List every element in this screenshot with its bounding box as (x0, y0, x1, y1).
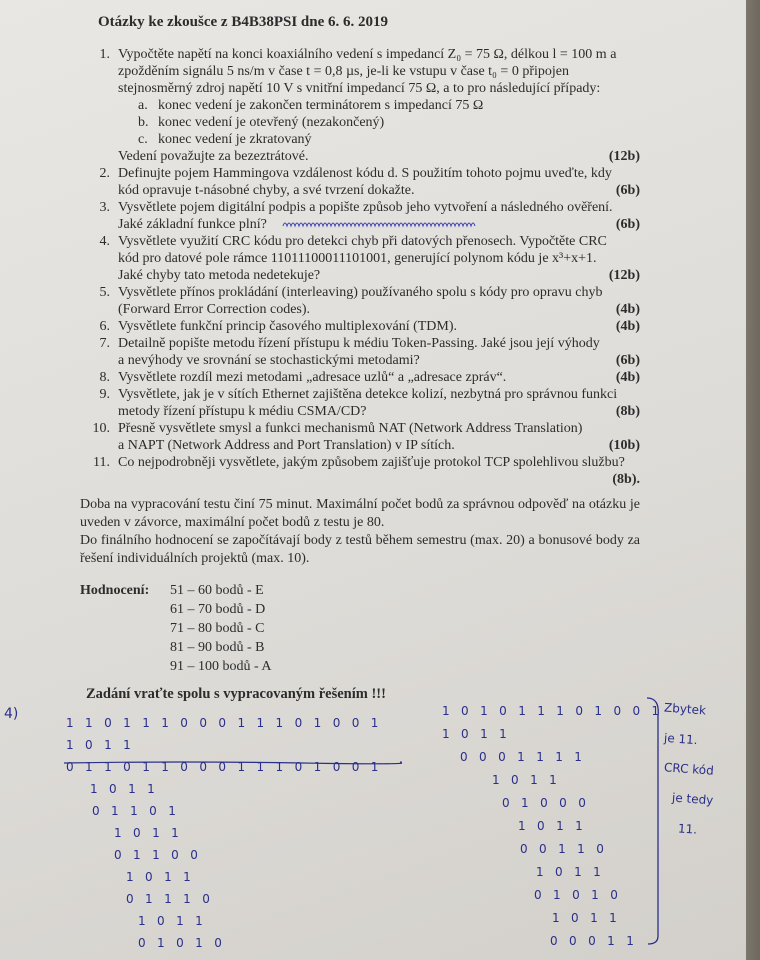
question-4-line (80, 233, 640, 250)
subitem-letter: c. (138, 132, 148, 147)
question-1-line (80, 46, 640, 63)
question-7-last-line (80, 352, 640, 369)
question-text: Vysvětlete přínos prokládání (interleaving) používaného spolu s kódy pro opravu chyb (118, 285, 603, 300)
handwritten-note-line: Zbytek (663, 700, 707, 718)
question-1-line (80, 63, 640, 80)
question-number: 4. (99, 234, 110, 249)
question-9-last-line (80, 403, 640, 420)
subitem-letter: b. (138, 115, 149, 130)
question-11-last-line (80, 471, 640, 488)
question-number (80, 80, 118, 97)
question-text: Vysvětlete rozdíl mezi metodami „adresace uzlů“ a „adresace zpráv“. (118, 370, 507, 385)
handwritten-calc-line: 1 0 1 1 (138, 914, 207, 928)
question-points: (12b) (608, 268, 640, 283)
question-1-line (80, 80, 640, 97)
handwritten-calc-line: 0 1 1 0 1 1 0 0 0 1 1 1 0 1 0 0 1 (66, 760, 383, 774)
exam-title: Otázky ke zkoušce z B4B38PSI dne 6. 6. 2019 (98, 14, 389, 30)
question-4-last-line (80, 267, 640, 284)
instructions-paragraph-2: Do finálního hodnocení se započítávají body z testů během semestru (max. 20) a bonusové body za řešení individuálních projektů (max. 10). (80, 533, 640, 566)
question-number (80, 301, 118, 318)
question-9-line (80, 386, 640, 403)
question-number: 10. (92, 421, 110, 436)
question-points: (10b) (608, 438, 640, 453)
subitem-letter: a. (138, 98, 148, 113)
handwritten-note-line: je 11. (663, 730, 699, 748)
instructions-paragraph-1: Doba na vypracování testu činí 75 minut. Maximální počet bodů za správnou odpověď na otázku je uveden v závorce, maximální počet bodů z testu je 80. (80, 497, 640, 530)
subitem-text: konec vedení je otevřený (nezakončený) (158, 115, 385, 130)
question-number (80, 182, 118, 199)
handwritten-calc-line: 1 0 1 1 (126, 870, 195, 884)
handwritten-calc-line: 0 0 0 1 1 (550, 934, 638, 948)
handwritten-calc-line: 1 0 1 1 (536, 865, 605, 879)
question-points: (6b) (615, 353, 640, 368)
grading-label: Hodnocení: (80, 583, 150, 598)
question-text: Vypočtěte napětí na konci koaxiálního vedení s impedancí Z₀ = 75 Ω, délkou l = 100 m a (118, 47, 617, 62)
question-text: kód opravuje t-násobné chyby, a své tvrzení dokažte. (118, 183, 415, 198)
question-number: 5. (99, 285, 110, 300)
handwritten-calc-line: 0 1 0 1 0 (534, 888, 622, 902)
question-number: 3. (99, 200, 110, 215)
question-points: (8b) (615, 404, 640, 419)
question-points: (6b) (615, 217, 640, 232)
question-7-line (80, 335, 640, 352)
question-text: Přesně vysvětlete smysl a funkci mechanismů NAT (Network Address Translation) (118, 421, 583, 436)
handwritten-calc-line: 1 0 1 1 (90, 782, 159, 796)
question-number: 2. (99, 166, 110, 181)
question-subitem (80, 131, 640, 148)
grade-row-c: 71 – 80 bodů - C (170, 621, 265, 636)
question-text: Co nejpodrobněji vysvětlete, jakým způsobem zajišťuje protokol TCP spolehlivou službu? (118, 455, 625, 470)
handwritten-calc-line: 0 0 1 1 0 (520, 842, 608, 856)
handwritten-calc-line: 1 0 1 1 (552, 911, 621, 925)
subitem-text: konec vedení je zakončen terminátorem s impedancí 75 Ω (158, 98, 484, 113)
question-points: (12b) (608, 149, 640, 164)
table-surface (746, 0, 760, 960)
grade-row-b: 81 – 90 bodů - B (170, 640, 265, 655)
question-10-last-line (80, 437, 640, 454)
question-text: a NAPT (Network Address and Port Translation) v IP sítích. (118, 438, 455, 453)
handwritten-calc-line: 1 0 1 1 (492, 773, 561, 787)
question-number: 1. (99, 47, 110, 62)
handwritten-calc-line: 0 1 0 0 0 (502, 796, 590, 810)
question-number (80, 63, 118, 80)
question-points: (4b) (615, 370, 640, 385)
question-number: 11. (93, 455, 110, 470)
handwritten-calc-line: 1 0 1 1 (66, 738, 135, 752)
question-number: 8. (99, 370, 110, 385)
handwritten-calc-line: 0 0 0 1 1 1 1 (460, 750, 586, 764)
question-subitem (80, 97, 640, 114)
exam-instructions (80, 496, 640, 568)
question-number (80, 148, 118, 165)
question-text: a nevýhody ve srovnání se stochastickými metodami? (118, 353, 420, 368)
handwritten-calc-line: 1 0 1 1 (518, 819, 587, 833)
question-2-line (80, 165, 640, 182)
question-text: (Forward Error Correction codes). (118, 302, 311, 317)
question-text: Definujte pojem Hammingova vzdálenost kódu d. S použitím tohoto pojmu uveďte, kdy (118, 166, 612, 181)
question-3-line (80, 199, 640, 216)
question-number (80, 267, 118, 284)
question-points: (4b) (615, 302, 640, 317)
question-points: (4b) (615, 319, 640, 334)
handwritten-calc-line: 1 1 0 1 1 1 0 0 0 1 1 1 0 1 0 0 1 (66, 716, 383, 730)
question-11-line (80, 454, 640, 471)
question-number (80, 352, 118, 369)
handwritten-calc-line: 0 1 1 0 0 (114, 848, 202, 862)
question-text: Jaké základní funkce plní? (118, 217, 267, 232)
question-3-last-line (80, 216, 640, 233)
question-1-last-line (80, 148, 640, 165)
question-points: (8b). (612, 472, 640, 487)
handwritten-calc-line: 1 0 1 0 1 1 1 0 1 0 0 1 (442, 704, 663, 718)
question-number (80, 437, 118, 454)
question-text: kód pro datové pole rámce 11011100011101001, generující polynom kódu je x³+x+1. (118, 251, 597, 266)
subitem-text: konec vedení je zkratovaný (158, 132, 312, 147)
handwritten-calc-line: 0 1 0 1 0 (138, 936, 226, 950)
question-5-last-line (80, 301, 640, 318)
handwritten-note-line: 11. (677, 821, 698, 837)
question-number: 6. (99, 319, 110, 334)
question-points: (6b) (615, 183, 640, 198)
return-instruction: Zadání vraťte spolu s vypracovaným řešením !!! (86, 686, 386, 702)
question-subitem (80, 114, 640, 131)
question-5-line (80, 284, 640, 301)
handwritten-calc-line: 1 0 1 1 (114, 826, 183, 840)
question-text: Vedení považujte za bezeztrátové. (118, 149, 309, 164)
question-number: 7. (99, 336, 110, 351)
question-2-last-line (80, 182, 640, 199)
division-underline (62, 760, 402, 766)
handwritten-note-line: CRC kód (663, 760, 715, 778)
question-text: Vysvětlete využití CRC kódu pro detekci chyb při datových přenosech. Vypočtěte CRC (118, 234, 607, 249)
handwritten-note-line: je tedy (671, 790, 714, 808)
question-text: Vysvětlete, jak je v sítích Ethernet zajištěna detekce kolizí, nezbytná pro správnou funkci (118, 387, 618, 402)
handwritten-calc-line: 1 0 1 1 (442, 727, 511, 741)
question-text: Detailně popište metodu řízení přístupu k médiu Token-Passing. Jaké jsou její výhody (118, 336, 600, 351)
handwritten-question-marker: 4) (4, 706, 19, 722)
question-number (80, 403, 118, 420)
handwritten-calc-line: 0 1 1 0 1 (92, 804, 180, 818)
question-number (80, 216, 118, 233)
question-text: Jaké chyby tato metoda nedetekuje? (118, 268, 321, 283)
question-number (80, 471, 118, 488)
question-number: 9. (99, 387, 110, 402)
question-text: Vysvětlete pojem digitální podpis a popište způsob jeho vytvoření a následného ověření. (118, 200, 613, 215)
question-text: Vysvětlete funkční princip časového multiplexování (TDM). (118, 319, 458, 334)
question-10-line (80, 420, 640, 437)
question-8-last-line (80, 369, 640, 386)
handwritten-bracket (644, 696, 664, 946)
question-list (80, 46, 640, 488)
grade-row-e: 51 – 60 bodů - E (170, 583, 264, 598)
grade-row-d: 61 – 70 bodů - D (170, 602, 266, 617)
handwritten-calc-line: 0 1 1 1 0 (126, 892, 214, 906)
question-4-line (80, 250, 640, 267)
question-number (80, 250, 118, 267)
question-text: zpožděním signálu 5 ns/m v čase t = 0,8 µs, je-li ke vstupu v čase t₀ = 0 připojen (118, 64, 569, 79)
question-6-last-line (80, 318, 640, 335)
question-text: metody řízení přístupu k médiu CSMA/CD? (118, 404, 367, 419)
question-text: stejnosměrný zdroj napětí 10 V s vnitřní impedancí 75 Ω, a to pro následující případy: (118, 81, 601, 96)
handwritten-scribble (281, 219, 481, 231)
grade-row-a: 91 – 100 bodů - A (170, 659, 272, 674)
